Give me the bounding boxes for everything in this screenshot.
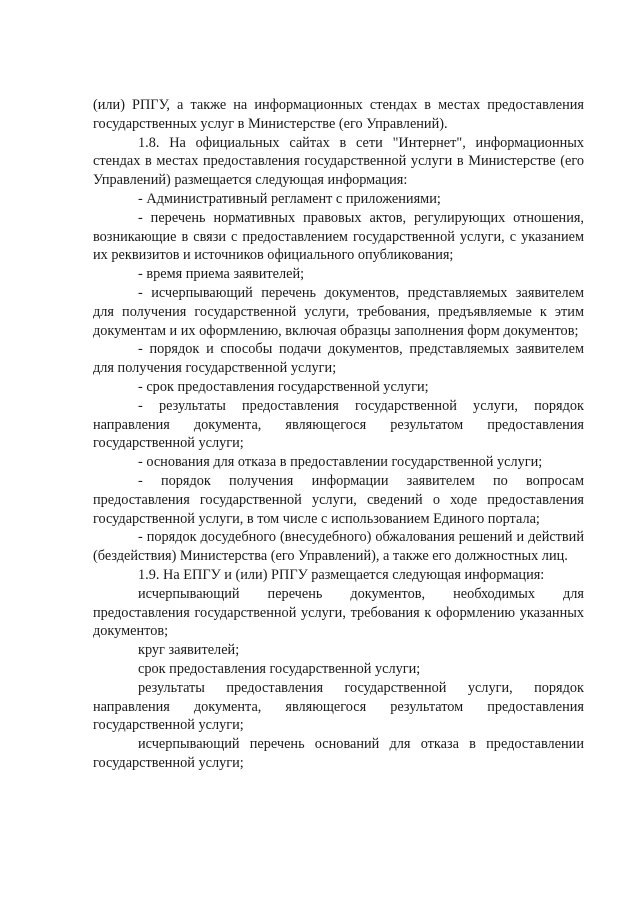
paragraph-continuation: (или) РПГУ, а также на информационных стендах в местах предоставления государственных услуг в Министерстве (его Управлений). xyxy=(93,97,584,132)
list-item-service-term-2: срок предоставления государственной услуги; xyxy=(138,660,421,677)
list-item-documents-list: - исчерпывающий перечень документов, представляемых заявителем для получения государственной услуги, требования, предъявляемые к этим документам и их оформлению, включая образцы заполнения форм документов; xyxy=(93,284,584,339)
paragraph-section-1-8: 1.8. На официальных сайтах в сети "Интернет", информационных стендах в местах предоставления государственной услуги в Министерстве (его Управлений) размещается следующая информация: xyxy=(93,134,584,189)
list-item-applicants: круг заявителей; xyxy=(138,642,240,659)
list-item-service-results-2: результаты предоставления государственной услуги, порядок направления документа, являющегося результатом предоставления государственной услуги; xyxy=(93,679,584,734)
list-item-required-documents: исчерпывающий перечень документов, необходимых для предоставления государственной услуги, требования к оформлению указанных документов; xyxy=(93,585,584,640)
list-item-service-results: - результаты предоставления государственной услуги, порядок направления документа, являющегося результатом предоставления государственной услуги; xyxy=(93,397,584,452)
list-item-reception-time: - время приема заявителей; xyxy=(138,266,305,283)
paragraph-section-1-9: 1.9. На ЕПГУ и (или) РПГУ размещается следующая информация: xyxy=(138,566,545,583)
list-item-refusal-grounds-2: исчерпывающий перечень оснований для отказа в предоставлении государственной услуги; xyxy=(93,736,584,771)
list-item-service-term: - срок предоставления государственной услуги; xyxy=(138,378,429,395)
list-item-legal-acts: - перечень нормативных правовых актов, регулирующих отношения, возникающие в связи с предоставлением государственной услуги, с указанием их реквизитов и источников официального опубликования; xyxy=(93,209,584,264)
list-item-information-order: - порядок получения информации заявителем по вопросам предоставления государственной услуги, сведений о ходе предоставления государственной услуги, в том числе с использованием Единого портала; xyxy=(93,472,584,527)
list-item-appeal-order: - порядок досудебного (внесудебного) обжалования решений и действий (бездействия) Министерства (его Управлений), а также его должностных лиц. xyxy=(93,529,584,565)
document-page xyxy=(93,96,584,773)
list-item-regulation: - Административный регламент с приложениями; xyxy=(138,190,441,207)
list-item-submission-order: - порядок и способы подачи документов, представляемых заявителем для получения государственной услуги; xyxy=(93,341,584,377)
list-item-refusal-grounds: - основания для отказа в предоставлении государственной услуги; xyxy=(138,454,543,471)
